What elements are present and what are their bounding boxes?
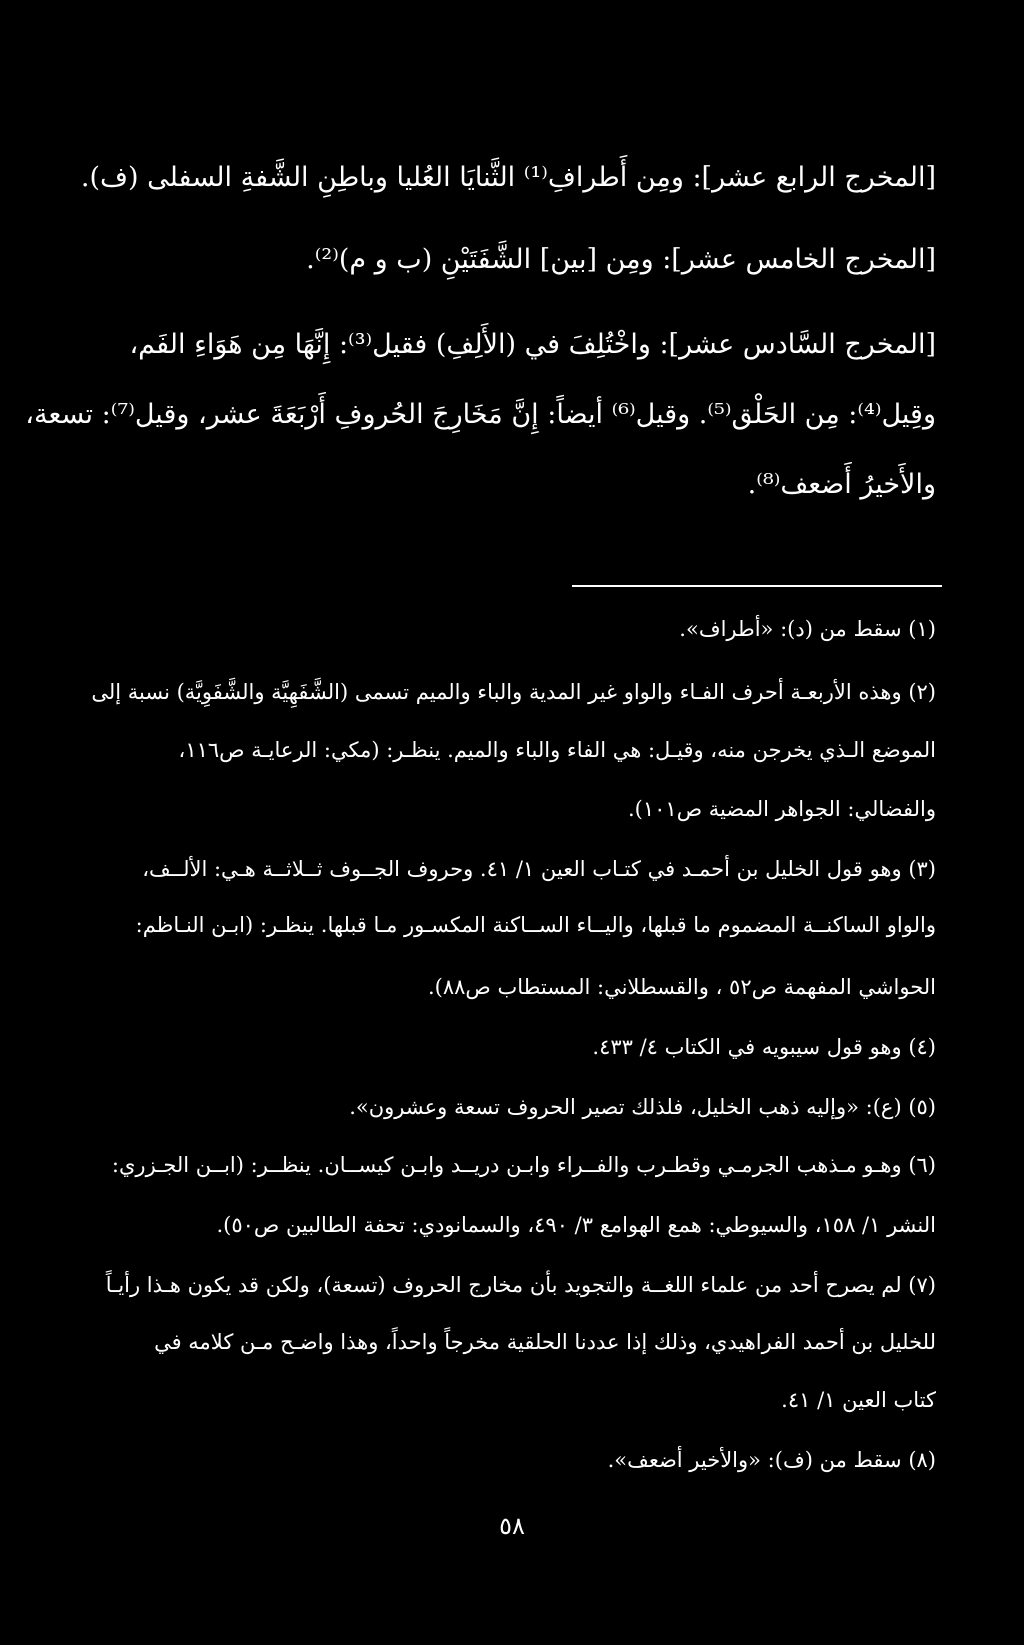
footnote-line: (٧) لم يصرح أحد من علماء اللغــة والتجويد بأن مخارج الحروف (تسعة)، ولكن قد يكون هـذا رأيـاً [105, 1273, 936, 1297]
footnote-line: الحواشي المفهمة ص٥٢ ، والقسطلاني: المستطاب ص٨٨). [427, 975, 936, 999]
footnote-line: (٥) (ع): «وإليه ذهب الخليل، فلذلك تصير الحروف تسعة وعشرون». [349, 1095, 936, 1119]
main-text-line: [المخرج الخامس عشر]: ومِن [بين] الشَّفَتَيْنِ (ب و م)⁽²⁾. [306, 244, 936, 275]
page-number: ٥٨ [499, 1512, 525, 1540]
footnote-line: (٦) وهـو مـذهب الجرمـي وقطـرب والفــراء وابـن دريــد وابـن كيســان. ينظــر: (ابــن الجـزري: [111, 1153, 936, 1177]
footnote-line: كتاب العين ١/ ٤١. [781, 1388, 936, 1412]
footnote-separator [572, 585, 942, 587]
main-text-line: والأَخيرُ أَضعف⁽⁸⁾. [747, 469, 936, 500]
footnote-line: (١) سقط من (د): «أطراف». [679, 617, 936, 641]
main-text-line: [المخرج الرابع عشر]: ومِن أَطرافِ⁽¹⁾ الثَّنايَا العُليا وباطِنِ الشَّفةِ السفلى (ف). [80, 162, 936, 193]
footnote-line: الموضع الـذي يخرجن منه، وقيـل: هي الفاء والباء والميم. ينظـر: (مكي: الرعايـة ص١١٦، [178, 738, 936, 762]
footnote-line: (٨) سقط من (ف): «والأخير أضعف». [607, 1448, 936, 1472]
footnote-line: (٢) وهذه الأربعـة أحرف الفـاء والواو غير المدية والباء والميم تسمى (الشَّفَهِيَّة والشَّفَوِيَّة) نسبة إلى [91, 680, 936, 704]
footnote-line: (٤) وهو قول سيبويه في الكتاب ٤/ ٤٣٣. [592, 1035, 936, 1059]
footnote-line: والفضالي: الجواهر المضية ص١٠١). [627, 797, 936, 821]
main-text-line: [المخرج السَّادس عشر]: واخْتُلِفَ في (الأَلِفِ) فقيل⁽³⁾: إِنَّهَا مِن هَوَاءِ الفَم، [129, 329, 936, 360]
footnote-line: (٣) وهو قول الخليل بن أحمـد في كتـاب العين ١/ ٤١. وحروف الجــوف ثــلاثــة هـي: الألــف، [142, 857, 936, 881]
footnote-line: النشر ١/ ١٥٨، والسيوطي: همع الهوامع ٣/ ٤٩٠، والسمانودي: تحفة الطالبين ص٥٠). [216, 1213, 936, 1237]
main-text-line: وقِيل⁽⁴⁾: مِن الحَلْق⁽⁵⁾. وقيل⁽⁶⁾ أيضاً: إِنَّ مَخَارِجَ الحُروفِ أَرْبَعَةَ عشر، وقيل⁽⁷⁾: تسعة، [25, 399, 936, 430]
footnote-line: للخليل بن أحمد الفراهيدي، وذلك إذا عددنا الحلقية مخرجاً واحداً، وهذا واضـح مـن كلامه في [154, 1330, 936, 1354]
footnote-line: والواو الساكنــة المضموم ما قبلها، واليــاء الســاكنة المكسـور مـا قبلها. ينظـر: (ابـن النـاظم: [135, 913, 936, 937]
